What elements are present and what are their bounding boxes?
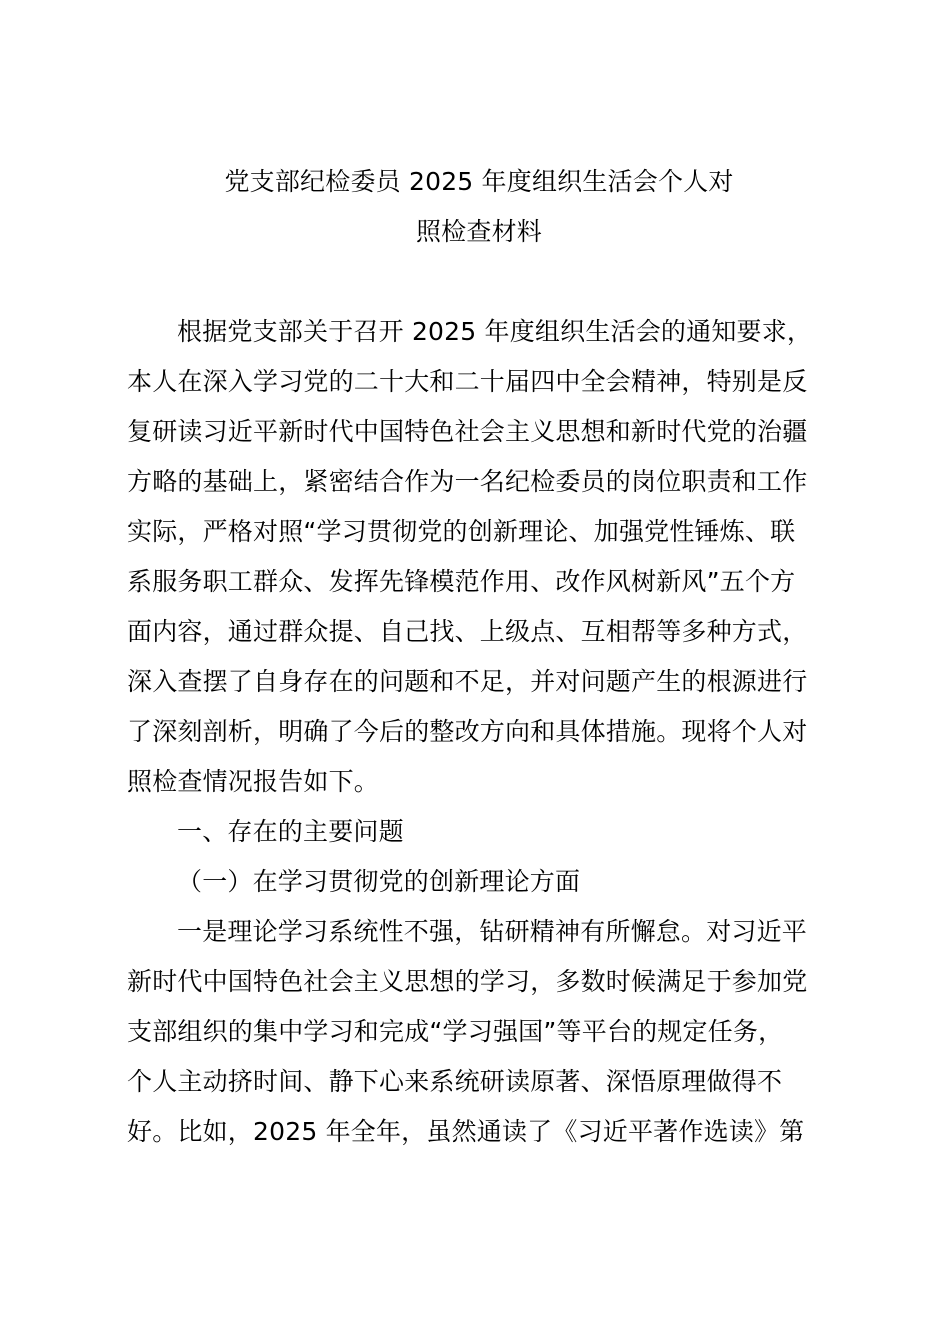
section-heading: 一、存在的主要问题 bbox=[177, 817, 404, 846]
paragraph-line: 本人在深入学习党的二十大和二十届四中全会精神，特别是反 bbox=[127, 367, 808, 396]
paragraph-line: 根据党支部关于召开 2025 年度组织生活会的通知要求， bbox=[177, 317, 813, 346]
title-line: 党支部纪检委员 2025 年度组织生活会个人对 bbox=[224, 167, 734, 196]
paragraph-line: 复研读习近平新时代中国特色社会主义思想和新时代党的治疆 bbox=[127, 417, 808, 446]
document-body bbox=[127, 307, 831, 1157]
subsection-heading: （一）在学习贯彻党的创新理论方面 bbox=[177, 867, 581, 896]
paragraph-line: 了深刻剖析，明确了今后的整改方向和具体措施。现将个人对 bbox=[127, 717, 808, 746]
paragraph-line: 实际，严格对照“学习贯彻党的创新理论、加强党性锤炼、联 bbox=[127, 517, 796, 546]
paragraph-line: 深入查摆了自身存在的问题和不足，并对问题产生的根源进行 bbox=[127, 667, 808, 696]
paragraph-line: 面内容，通过群众提、自己找、上级点、互相帮等多种方式， bbox=[127, 617, 808, 646]
paragraph-line: 方略的基础上，紧密结合作为一名纪检委员的岗位职责和工作 bbox=[127, 467, 808, 496]
paragraph-line: 支部组织的集中学习和完成“学习强国”等平台的规定任务， bbox=[127, 1017, 784, 1046]
point-one-paragraph bbox=[127, 907, 831, 1157]
paragraph-line: 新时代中国特色社会主义思想的学习，多数时候满足于参加党 bbox=[127, 967, 808, 996]
paragraph-line: 照检查情况报告如下。 bbox=[127, 767, 380, 796]
paragraph-line: 个人主动挤时间、静下心来系统研读原著、深悟原理做得不 bbox=[127, 1067, 783, 1096]
paragraph-line: 一是理论学习系统性不强，钻研精神有所懈怠。对习近平 bbox=[177, 917, 808, 946]
paragraph-line: 系服务职工群众、发挥先锋模范作用、改作风树新风”五个方 bbox=[127, 567, 796, 596]
intro-paragraph bbox=[127, 307, 831, 807]
paragraph-line: 好。比如，2025 年全年，虽然通读了《习近平著作选读》第 bbox=[127, 1117, 805, 1146]
title-line: 照检查材料 bbox=[415, 217, 542, 246]
document-title bbox=[127, 157, 831, 257]
